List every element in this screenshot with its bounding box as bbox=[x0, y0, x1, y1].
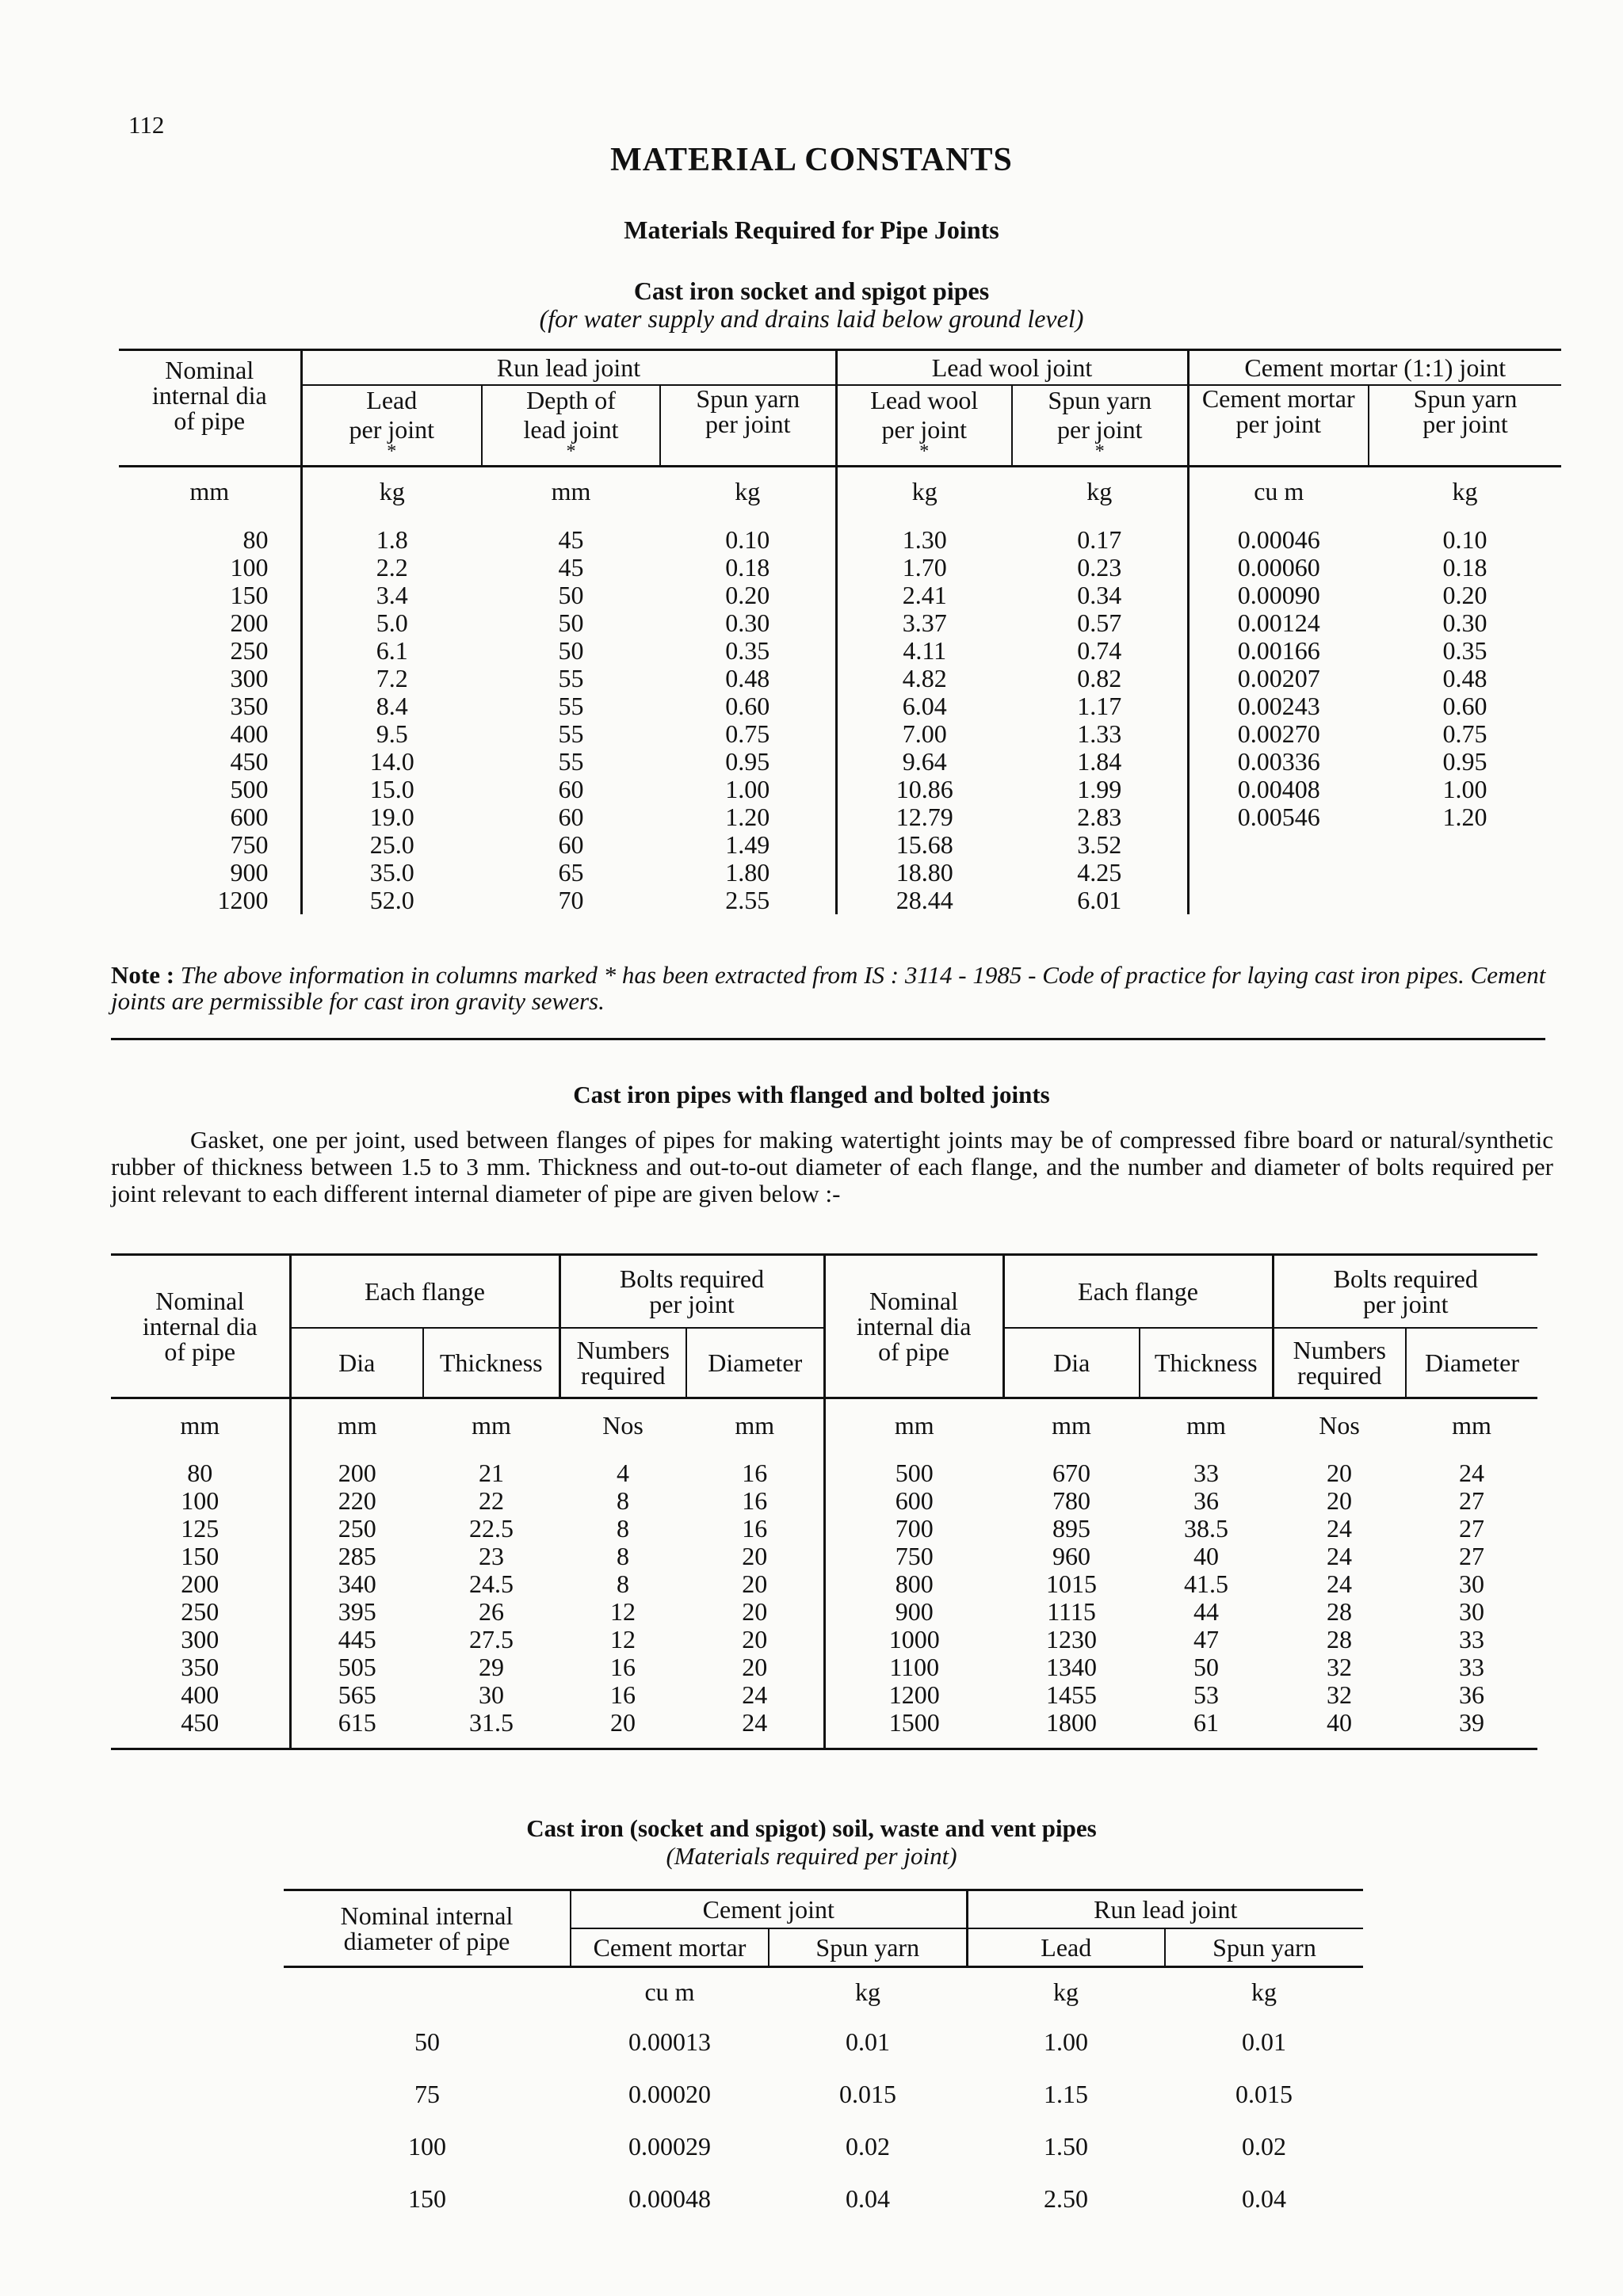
cell-nominal: 150 bbox=[408, 2183, 446, 2213]
divider bbox=[111, 1038, 1545, 1040]
star-mark: * bbox=[566, 441, 576, 462]
header-run-lead-joint: Run lead joint bbox=[967, 1890, 1363, 1929]
col-diameter-left: 16 16 16 20 20 20 20 20 24 24 bbox=[686, 1451, 824, 1749]
cell-lead: 1.00 bbox=[1044, 2027, 1088, 2056]
unit-cell: kg bbox=[911, 476, 938, 505]
col-spun-yarn-1: 0.10 0.18 0.20 0.30 0.35 0.48 0.60 0.75 0.95 1.00 1.20 1.49 1.80 2.55 bbox=[660, 515, 836, 914]
col-nominal-left: 80 100 125 150 200 250 300 350 400 450 bbox=[111, 1451, 290, 1749]
unit-cell: Nos bbox=[602, 1410, 643, 1440]
header-dia: Dia bbox=[1003, 1328, 1140, 1398]
header-bolts-right: Bolts required per joint bbox=[1273, 1255, 1537, 1329]
header-cement-mortar: Cement mortar per joint bbox=[1188, 385, 1369, 467]
unit-cell: kg bbox=[1012, 467, 1188, 516]
cell-lead: 2.50 bbox=[1044, 2183, 1088, 2213]
unit-cell: Nos bbox=[1319, 1410, 1360, 1440]
col-lead: 1.8 2.2 3.4 5.0 6.1 7.2 8.4 9.5 14.0 15.0 19.0 25.0 35.0 52.0 bbox=[369, 525, 414, 914]
cell-spun-yarn: 0.02 bbox=[846, 2131, 890, 2161]
header-spun-yarn-3: Spun yarn per joint bbox=[1413, 384, 1518, 438]
section1-heading: Materials Required for Pipe Joints bbox=[624, 215, 999, 244]
unit-cell: mm bbox=[686, 1398, 824, 1452]
soil-waste-vent-table bbox=[284, 1889, 1363, 2225]
col-numbers-left: 4 8 8 8 8 12 12 16 16 20 bbox=[610, 1459, 636, 1737]
table-row bbox=[284, 2068, 1363, 2120]
section1-subheading-italic: (for water supply and drains laid below ground level) bbox=[539, 304, 1084, 333]
header-lead-wool-joint: Lead wool joint bbox=[836, 350, 1188, 386]
table-row bbox=[284, 2016, 1363, 2068]
col-nominal: 80 100 150 200 250 300 350 400 450 500 600 750 900 1200 bbox=[119, 515, 301, 914]
cell-spun-yarn: 0.015 bbox=[1235, 2079, 1293, 2108]
section2-heading: Cast iron pipes with flanged and bolted joints bbox=[573, 1081, 1050, 1108]
col-numbers-right: 20 20 24 24 24 28 28 32 32 40 bbox=[1327, 1459, 1352, 1737]
unit-cell: kg bbox=[1452, 476, 1478, 505]
header-diameter: Diameter bbox=[686, 1328, 824, 1398]
note-label: Note : bbox=[111, 961, 175, 989]
section1-subheading: Cast iron socket and spigot pipes bbox=[633, 277, 990, 305]
header-each-flange-left: Each flange bbox=[290, 1255, 559, 1329]
cell-spun-yarn: 0.015 bbox=[839, 2079, 896, 2108]
cell-lead: 1.15 bbox=[1044, 2079, 1088, 2108]
header-cement-mortar: Cement mortar bbox=[571, 1928, 769, 1967]
cell-spun-yarn: 0.01 bbox=[1242, 2027, 1286, 2056]
cell-lead: 1.50 bbox=[1044, 2131, 1088, 2161]
cell-spun-yarn: 0.02 bbox=[1242, 2131, 1286, 2161]
header-bolts-left: Bolts required per joint bbox=[559, 1255, 824, 1329]
unit-cell: cu m bbox=[644, 1977, 695, 2006]
header-spun-yarn: Spun yarn bbox=[1212, 1932, 1316, 1962]
unit-cell: mm bbox=[337, 1410, 377, 1440]
col-cement-mortar: 0.00046 0.00060 0.00090 0.00124 0.00166 0.00207 0.00243 0.00270 0.00336 0.00408 0.00546 bbox=[1237, 525, 1320, 831]
header-dia: Dia bbox=[290, 1328, 423, 1398]
header-lead-wool-per-joint: Lead wool per joint * bbox=[836, 385, 1012, 467]
header-depth-lead: Depth of lead joint * bbox=[482, 385, 660, 467]
header-run-lead: Run lead joint bbox=[301, 350, 836, 386]
header-thickness: Thickness bbox=[1140, 1328, 1273, 1398]
header-spun-yarn: Spun yarn bbox=[769, 1928, 967, 1967]
col-diameter-right: 24 27 27 27 30 30 33 33 36 39 bbox=[1459, 1459, 1484, 1737]
header-each-flange-right: Each flange bbox=[1003, 1255, 1273, 1329]
header-spun-yarn-1: Spun yarn per joint bbox=[660, 385, 836, 467]
header-numbers: Numbers required bbox=[1273, 1328, 1406, 1398]
unit-cell: mm bbox=[472, 1410, 511, 1440]
header-diameter: Diameter bbox=[1424, 1348, 1520, 1377]
cell-cement-mortar: 0.00020 bbox=[628, 2079, 711, 2108]
unit-cell: mm bbox=[1452, 1410, 1491, 1440]
section3-subheading-italic: (Materials required per joint) bbox=[666, 1842, 957, 1870]
cell-spun-yarn: 0.04 bbox=[1242, 2183, 1286, 2213]
cell-cement-mortar: 0.00048 bbox=[628, 2183, 711, 2213]
header-lead: Lead bbox=[967, 1928, 1165, 1967]
cell-nominal: 50 bbox=[414, 2027, 440, 2056]
col-nominal-right: 500 600 700 750 800 900 1000 1100 1200 1500 bbox=[888, 1459, 940, 1737]
cell-nominal: 75 bbox=[414, 2079, 440, 2108]
unit-cell: mm bbox=[894, 1410, 934, 1440]
page-title: MATERIAL CONSTANTS bbox=[610, 142, 1013, 178]
cell-cement-mortar: 0.00013 bbox=[628, 2027, 711, 2056]
cell-spun-yarn: 0.04 bbox=[846, 2183, 890, 2213]
col-thickness-right: 33 36 38.5 40 41.5 44 47 50 53 61 bbox=[1184, 1459, 1228, 1737]
col-spun-yarn-3: 0.10 0.18 0.20 0.30 0.35 0.48 0.60 0.75 0.95 1.00 1.20 bbox=[1442, 525, 1487, 831]
unit-cell: mm bbox=[1052, 1410, 1091, 1440]
unit-cell: mm bbox=[1186, 1410, 1226, 1440]
unit-cell: kg bbox=[855, 1977, 880, 2006]
header-spun-yarn-2: Spun yarn per joint * bbox=[1012, 385, 1188, 467]
col-thickness-left: 21 22 22.5 23 24.5 26 27.5 29 30 31.5 bbox=[469, 1459, 514, 1737]
note-text: The above information in columns marked * has been extracted from IS : 3114 - 1985 - Code of practice for laying cast iron pipes. Cement joints are permissible for cast iron gravity sewers. bbox=[111, 961, 1546, 1016]
col-lead-wool: 1.30 1.70 2.41 3.37 4.11 4.82 6.04 7.00 9.64 10.86 12.79 15.68 18.80 28.44 bbox=[896, 525, 953, 914]
table-row bbox=[284, 2172, 1363, 2225]
page-number: 112 bbox=[128, 111, 165, 139]
cell-cement-mortar: 0.00029 bbox=[628, 2131, 711, 2161]
star-mark: * bbox=[919, 441, 930, 462]
unit-cell: kg bbox=[379, 476, 405, 505]
header-cement-joint: Cement joint bbox=[571, 1890, 967, 1929]
unit-cell: mm bbox=[551, 476, 591, 505]
pipe-joints-table bbox=[119, 349, 1561, 914]
table-row bbox=[284, 2120, 1363, 2172]
header-nominal-diameter: Nominal internal diameter of pipe bbox=[284, 1890, 571, 1967]
unit-cell: kg bbox=[1053, 1977, 1079, 2006]
cell-nominal: 100 bbox=[408, 2131, 446, 2161]
section3-heading: Cast iron (socket and spigot) soil, waste and vent pipes bbox=[526, 1814, 1097, 1842]
header-nominal-right: Nominal internal dia of pipe bbox=[824, 1255, 1003, 1398]
unit-cell: cu m bbox=[1254, 476, 1304, 505]
header-nominal-left: Nominal internal dia of pipe bbox=[111, 1255, 290, 1398]
section2-paragraph: Gasket, one per joint, used between flanges of pipes for making watertight joints may be of compressed fibre board or natural/synthetic rubber of thickness between 1.5 to 3 mm. Thickness and out-to-out diameter of each flange, and the number and diameter of bolts required per joint relevant to each different internal diameter of pipe are given below :- bbox=[111, 1126, 1553, 1208]
star-mark: * bbox=[387, 441, 397, 462]
star-mark: * bbox=[1094, 441, 1105, 462]
col-spun-yarn-2: 0.17 0.23 0.34 0.57 0.74 0.82 1.17 1.33 1.84 1.99 2.83 3.52 4.25 6.01 bbox=[1012, 515, 1188, 914]
unit-cell: kg bbox=[1251, 1977, 1277, 2006]
note bbox=[111, 962, 1561, 1015]
col-dia-right: 670 780 895 960 1015 1115 1230 1340 1455 1800 bbox=[1046, 1459, 1097, 1737]
header-nominal: Nominal internal dia of pipe bbox=[119, 350, 301, 467]
unit-cell: mm bbox=[119, 467, 301, 516]
flange-table bbox=[111, 1253, 1537, 1750]
unit-cell: kg bbox=[660, 467, 836, 516]
header-lead-per-joint: Lead per joint * bbox=[301, 385, 482, 467]
col-depth: 45 45 50 50 50 55 55 55 55 60 60 60 65 70 bbox=[558, 525, 584, 914]
header-cement-joint: Cement mortar (1:1) joint bbox=[1188, 350, 1561, 386]
header-thickness: Thickness bbox=[423, 1328, 559, 1398]
unit-cell: mm bbox=[111, 1398, 290, 1452]
col-dia-left: 200 220 250 285 340 395 445 505 565 615 bbox=[338, 1459, 376, 1737]
header-numbers: Numbers required bbox=[559, 1328, 686, 1398]
cell-spun-yarn: 0.01 bbox=[846, 2027, 890, 2056]
